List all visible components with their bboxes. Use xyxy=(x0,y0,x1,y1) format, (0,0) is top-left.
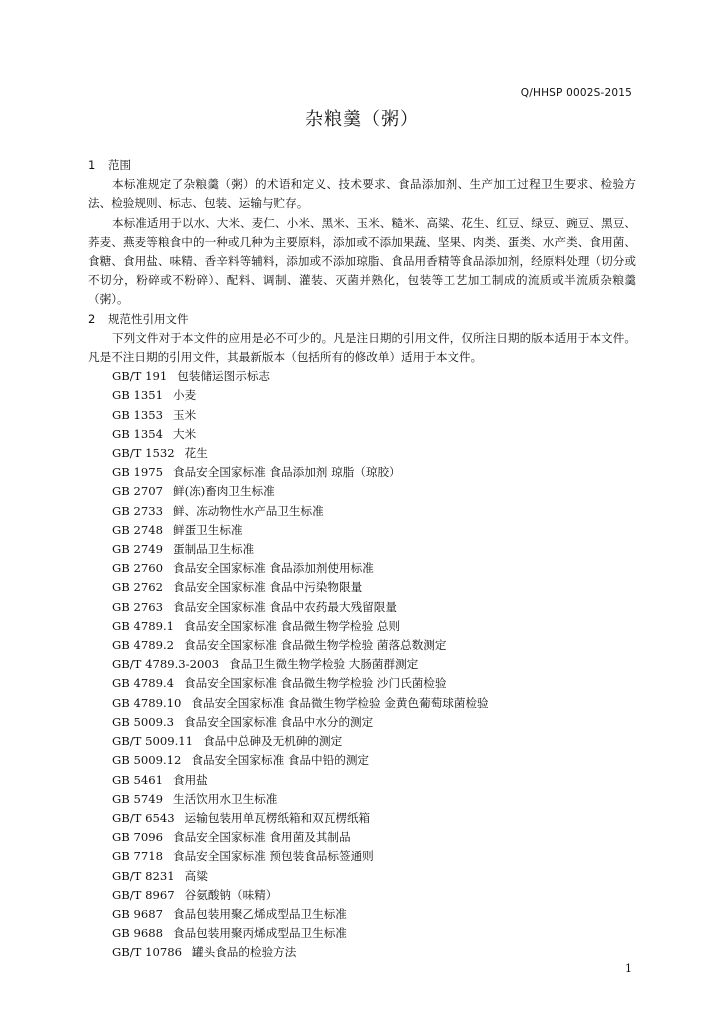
reference-code: GB 1351 xyxy=(112,388,163,403)
reference-item xyxy=(112,367,636,386)
reference-code: GB 5461 xyxy=(112,772,163,787)
reference-item xyxy=(112,425,636,444)
reference-code: GB 9687 xyxy=(112,906,163,921)
reference-item xyxy=(112,598,636,617)
reference-item xyxy=(112,521,636,540)
reference-code: GB 2762 xyxy=(112,580,163,595)
reference-item xyxy=(112,867,636,886)
reference-item xyxy=(112,444,636,463)
reference-title: 玉米 xyxy=(172,407,197,422)
reference-title: 鲜、冻动物性水产品卫生标准 xyxy=(172,503,324,518)
section-heading-scope xyxy=(88,156,636,175)
reference-item xyxy=(112,713,636,732)
reference-code: GB 4789.4 xyxy=(112,676,175,691)
reference-code: GB 9688 xyxy=(112,926,163,941)
reference-item xyxy=(112,406,636,425)
reference-code: GB/T 191 xyxy=(112,369,168,384)
reference-code: GB 7096 xyxy=(112,830,163,845)
reference-code: GB 1353 xyxy=(112,407,163,422)
reference-title: 食品安全国家标准 食品添加剂使用标准 xyxy=(172,561,374,576)
reference-code: GB/T 8967 xyxy=(112,887,175,902)
document-title: 杂粮羹（粥） xyxy=(305,109,419,130)
reference-title: 食品包装用聚丙烯成型品卫生标准 xyxy=(172,926,347,941)
reference-code: GB 2707 xyxy=(112,484,163,499)
reference-title: 食品安全国家标准 预包装食品标签通则 xyxy=(172,849,374,864)
reference-item xyxy=(112,578,636,597)
reference-item xyxy=(112,655,636,674)
reference-title: 生活饮用水卫生标准 xyxy=(172,791,278,806)
reference-code: GB 1354 xyxy=(112,426,163,441)
reference-item xyxy=(112,751,636,770)
page-number: 1 xyxy=(625,962,632,975)
reference-title: 包装储运图示标志 xyxy=(177,369,271,384)
reference-code: GB/T 5009.11 xyxy=(112,734,194,749)
reference-item xyxy=(112,809,636,828)
reference-item xyxy=(112,674,636,693)
reference-item xyxy=(112,559,636,578)
reference-code: GB/T 4789.3-2003 xyxy=(112,657,220,672)
reference-title: 罐头食品的检验方法 xyxy=(192,945,297,960)
reference-title: 食品卫生微生物学检验 大肠菌群测定 xyxy=(229,657,419,672)
reference-title: 食品安全国家标准 食品中水分的测定 xyxy=(184,714,374,729)
reference-title: 食品安全国家标准 食品中铅的测定 xyxy=(191,753,370,768)
reference-code: GB 2733 xyxy=(112,503,163,518)
reference-title: 食品中总砷及无机砷的测定 xyxy=(203,734,343,749)
standard-code: Q/HHSP 0002S-2015 xyxy=(520,87,632,99)
reference-item xyxy=(112,386,636,405)
reference-item xyxy=(112,943,636,962)
reference-code: GB 4789.2 xyxy=(112,638,175,653)
reference-title: 谷氨酸钠（味精） xyxy=(184,887,278,902)
reference-code: GB 2749 xyxy=(112,542,163,557)
reference-item xyxy=(112,886,636,905)
reference-item xyxy=(112,482,636,501)
reference-item xyxy=(112,790,636,809)
reference-list xyxy=(88,367,636,962)
reference-title: 食品安全国家标准 食品中农药最大残留限量 xyxy=(172,599,397,614)
reference-title: 高粱 xyxy=(184,868,208,883)
reference-code: GB 2760 xyxy=(112,561,163,576)
reference-code: GB/T 6543 xyxy=(112,810,175,825)
reference-title: 食品安全国家标准 食品微生物学检验 沙门氏菌检验 xyxy=(184,676,447,691)
reference-item xyxy=(112,463,636,482)
reference-code: GB 4789.1 xyxy=(112,618,175,633)
paragraph: 本标准规定了杂粮羹（粥）的术语和定义、技术要求、食品添加剂、生产加工过程卫生要求、检验方法、检验规则、标志、包装、运输与贮存。 xyxy=(88,177,636,211)
reference-item xyxy=(112,847,636,866)
reference-item xyxy=(112,540,636,559)
reference-title: 食用盐 xyxy=(172,772,208,787)
reference-title: 食品安全国家标准 食品微生物学检验 菌落总数测定 xyxy=(184,638,447,653)
reference-item xyxy=(112,905,636,924)
reference-title: 小麦 xyxy=(172,388,197,403)
section-title: 规范性引用文件 xyxy=(108,311,189,326)
reference-title: 大米 xyxy=(172,426,197,441)
reference-code: GB 2748 xyxy=(112,522,163,537)
reference-item xyxy=(112,828,636,847)
reference-code: GB 7718 xyxy=(112,849,163,864)
reference-title: 食品包装用聚乙烯成型品卫生标准 xyxy=(172,906,347,921)
section-heading-normative-references xyxy=(88,310,636,329)
reference-code: GB 2763 xyxy=(112,599,163,614)
reference-item xyxy=(112,502,636,521)
reference-title: 蛋制品卫生标准 xyxy=(172,542,255,557)
reference-title: 食品安全国家标准 食品微生物学检验 总则 xyxy=(184,618,401,633)
reference-title: 鲜(冻)畜肉卫生标准 xyxy=(172,484,275,499)
reference-title: 运输包装用单瓦楞纸箱和双瓦楞纸箱 xyxy=(184,810,371,825)
reference-title: 食品安全国家标准 食品中污染物限量 xyxy=(172,580,363,595)
reference-item xyxy=(112,617,636,636)
document-body xyxy=(88,156,636,963)
reference-code: GB 5009.3 xyxy=(112,714,175,729)
section-number: 1 xyxy=(88,158,96,172)
reference-code: GB 5749 xyxy=(112,791,163,806)
reference-title: 花生 xyxy=(184,446,208,461)
reference-item xyxy=(112,924,636,943)
paragraph: 本标准适用于以水、大米、麦仁、小米、黑米、玉米、糙米、高粱、花生、红豆、绿豆、豌豆、黑豆、荞麦、燕麦等粮食中的一种或几种为主要原料，添加或不添加果蔬、坚果、肉类、蛋类、水产类、食用菌、食糖、食用盐、味精、香辛料等辅料，添加或不添加琼脂、食品用香精等食品添加剂，经原料处理（切分或不切分，粉碎或不粉碎）、配料、调制、灌装、灭菌并熟化，包装等工艺加工制成的流质或半流质杂粮羹（粥）。 xyxy=(88,215,636,307)
reference-title: 鲜蛋卫生标准 xyxy=(172,522,243,537)
section-title: 范围 xyxy=(108,158,131,172)
reference-code: GB 5009.12 xyxy=(112,753,182,768)
reference-item xyxy=(112,732,636,751)
reference-code: GB/T 1532 xyxy=(112,446,175,461)
reference-title: 食品安全国家标准 食用菌及其制品 xyxy=(172,830,351,845)
reference-item xyxy=(112,694,636,713)
reference-code: GB 1975 xyxy=(112,465,163,480)
reference-item xyxy=(112,771,636,790)
reference-title: 食品安全国家标准 食品微生物学检验 金黄色葡萄球菌检验 xyxy=(191,695,489,710)
reference-item xyxy=(112,636,636,655)
section-number: 2 xyxy=(88,311,96,326)
reference-code: GB 4789.10 xyxy=(112,695,182,710)
reference-title: 食品安全国家标准 食品添加剂 琼脂（琼胶） xyxy=(172,465,401,480)
reference-code: GB/T 8231 xyxy=(112,868,175,883)
paragraph: 下列文件对于本文件的应用是必不可少的。凡是注日期的引用文件，仅所注日期的版本适用于本文件。凡是不注日期的引用文件，其最新版本（包括所有的修改单）适用于本文件。 xyxy=(88,330,636,365)
reference-code: GB/T 10786 xyxy=(112,945,182,960)
